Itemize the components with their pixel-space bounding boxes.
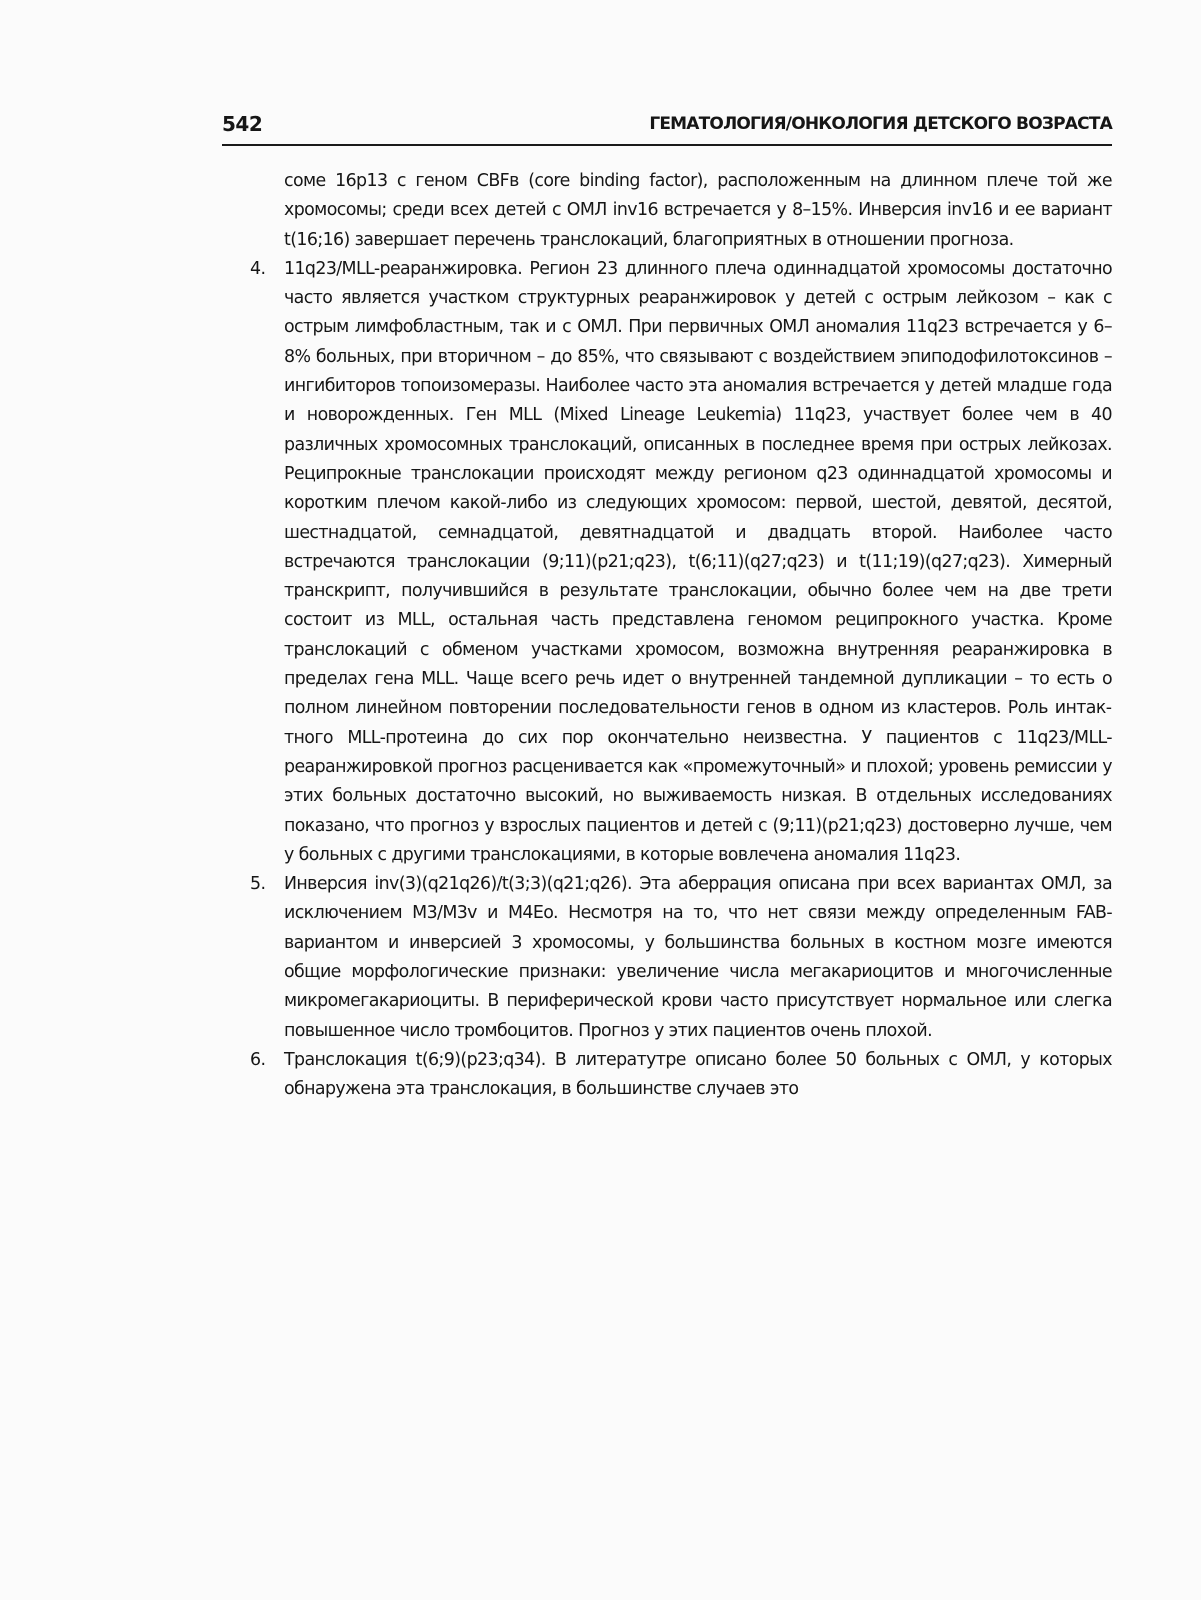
list-item-6 xyxy=(250,1046,1112,1105)
list-item-number: 5. xyxy=(250,874,266,895)
list-item-5 xyxy=(250,870,1112,1046)
page-number: 542 xyxy=(222,112,263,136)
list-item-text: Инверсия inv(3)(q21q26)/t(3;3)(q21;q26). Эта аберрация описана при всех вариантах ОМЛ, за исключением M3/M3v и M4Eo. Несмотря на то, что нет связи между определенным FAB-вариантом и инверсией 3 хромосомы, у большинства больных в костном мозге имеются общие морфологические признаки: увеличение числа мегакариоцитов и многочисленные микромегакариоциты. В периферической крови часто присутствует нормальное или слегка повышенное число тромбоцитов. Прогноз у этих пациентов очень плохой. xyxy=(284,874,1112,1041)
list-item-number: 6. xyxy=(250,1049,266,1070)
list-item-text: 11q23/MLL-реаранжировка. Регион 23 длинного плеча одиннадцатой хромосомы достаточно часто является участком структурных реаранжировок у детей с острым лейкозом – как с острым лимфобластным, так и с ОМЛ. При первичных ОМЛ аномалия 11q23 встречается у 6–8% больных, при вторичном – до 85%, что связывают с воздействием эпиподофилотоксинов – ингибиторов топоизомеразы. Наиболее часто эта аномалия встречается у детей младше года и новорожденных. Ген MLL (Mixed Lineage Leukemia) 11q23, участвует более чем в 40 различных хромосомных транслокаций, описанных в последнее время при острых лейкозах. Реципрокные транслокации происходят между регионом q23 одиннадцатой хромосомы и коротким плечом какой-либо из следующих хромосом: первой, шестой, девятой, десятой, шестнадцатой, семнадцатой, девятнадцатой и двадцать второй. Наиболее часто встречаются транслокации (9;11)(p21;q23), t(6;11)(q27;q23) и t(11;19)(q27;q23). Химерный транскрипт, получившийся в результате транслокации, обычно более чем на две трети состоит из MLL, остальная часть представлена геномом реципрокного участка. Кроме транслокаций с обменом участками хромосом, возможна внутренняя реаранжировка в пределах гена MLL. Чаще всего речь идет о внутренней тандемной дупликации – то есть о полном линейном повторении последовательности генов в одном из кластеров. Роль интактного MLL-протеина до сих пор окончательно неизвестна. У пациентов с 11q23/MLL-реаранжировкой прогноз расценивается как «промежуточный» и плохой; уровень ремиссии у этих больных достаточно высокий, но выживаемость низкая. В отдельных исследованиях показано, что прогноз у взрослых пациентов и детей с (9;11)(p21;q23) достоверно лучше, чем у больных с другими транслокациями, в которые вовлечена аномалия 11q23. xyxy=(284,258,1112,865)
list-item-number: 4. xyxy=(250,258,266,279)
list-item-4 xyxy=(250,255,1112,870)
body-text xyxy=(250,167,1112,1105)
running-title: ГЕМАТОЛОГИЯ/ОНКОЛОГИЯ ДЕТСКОГО ВОЗРАСТА xyxy=(649,114,1112,134)
continuation-paragraph: соме 16p13 с геном CBFв (core binding factor), расположенным на длинном плече той же хромосомы; среди всех детей с ОМЛ inv16 встречается у 8–15%. Инверсия inv16 и ее вариант t(16;16) завершает перечень транслокаций, благоприятных в отношении прогноза. xyxy=(284,171,1112,250)
list-item-text: Транслокация t(6;9)(p23;q34). В литератутре описано более 50 больных с ОМЛ, у которых обнаружена эта транслокация, в большинстве случаев это xyxy=(284,1049,1112,1100)
running-header xyxy=(222,108,1112,146)
